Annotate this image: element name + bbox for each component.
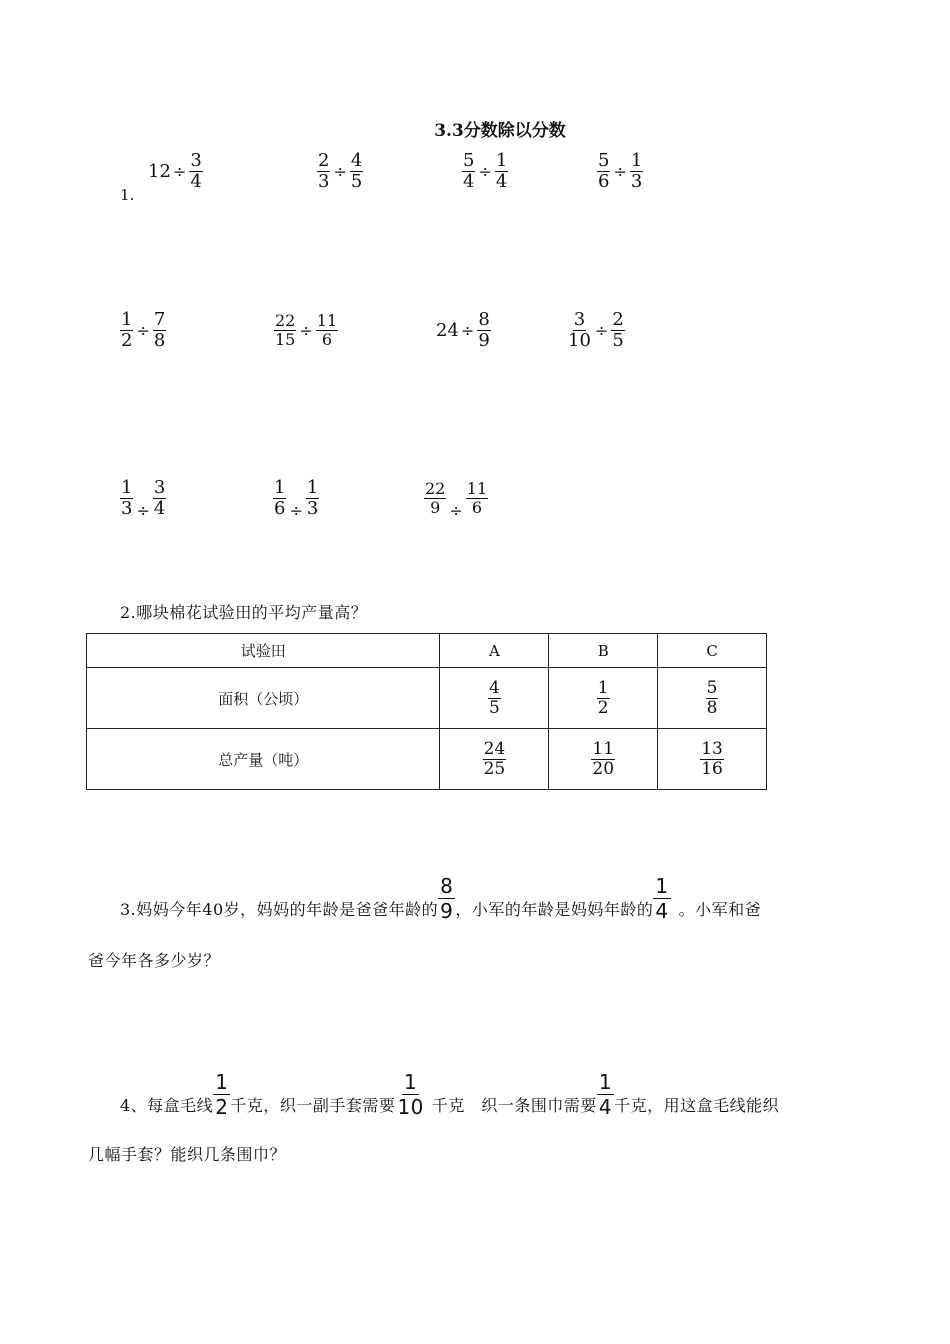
- q1-expr-9: [119, 479, 167, 518]
- divide-sign: ÷: [299, 321, 313, 340]
- fraction: $\frac{2}{5}$: [612, 309, 624, 351]
- table-row: [87, 729, 767, 790]
- q3-text-3: 。小军和爸: [678, 900, 762, 919]
- table-cell: [658, 729, 767, 790]
- table-row: [87, 634, 767, 668]
- q2-text: 2.哪块棉花试验田的平均产量高？: [120, 603, 368, 622]
- fraction: $\frac{1}{4}$: [655, 874, 669, 923]
- q3-line1: [120, 874, 762, 933]
- table-header: 试验田: [87, 634, 440, 668]
- divide-sign: ÷: [333, 162, 347, 181]
- divide-sign: ÷: [460, 321, 475, 340]
- table-cell: [549, 729, 658, 790]
- q1-expr-1: [148, 152, 204, 191]
- divide-sign: ÷: [613, 162, 627, 181]
- fraction: $\frac{3}{10}$: [568, 309, 591, 351]
- fraction: $\frac{8}{9}$: [440, 874, 454, 923]
- fraction: $\frac{1}{2}$: [121, 309, 133, 351]
- q1-expr-7: [436, 311, 492, 350]
- table-cell: [658, 668, 767, 729]
- q1-expr-2: [316, 152, 364, 191]
- q1-expr-10: [272, 479, 320, 518]
- q3-text-2: ，小军的年龄是妈妈年龄的: [455, 900, 654, 919]
- fraction: $\frac{1}{3}$: [121, 477, 133, 519]
- fraction: $\frac{1}{2}$: [597, 678, 609, 718]
- fraction: $\frac{3}{4}$: [153, 477, 166, 519]
- q1-expr-3: [461, 152, 509, 191]
- row-label: 总产量（吨）: [87, 729, 440, 790]
- q1-expr-8: [566, 311, 626, 350]
- table-cell: [440, 668, 549, 729]
- q4-line1: [120, 1070, 780, 1129]
- q4-text-1: 4、每盒毛线: [120, 1096, 214, 1115]
- divide-sign: ÷: [449, 501, 463, 520]
- fraction: $\frac{1}{4}$: [495, 150, 508, 192]
- row-label: 面积（公顷）: [87, 668, 440, 729]
- fraction: $\frac{24}{25}$: [483, 739, 506, 779]
- q4-text-3: 千克 织一条围巾需要: [431, 1096, 597, 1115]
- fraction: $\frac{5}{4}$: [463, 150, 475, 192]
- fraction: $\frac{4}{5}$: [350, 150, 363, 192]
- table-cell: [440, 729, 549, 790]
- fraction: $\frac{4}{5}$: [488, 678, 500, 718]
- fraction: $\frac{22}{9}$: [425, 479, 446, 517]
- table-cell: [549, 668, 658, 729]
- q1-expr-4: [596, 152, 644, 191]
- table-row: [87, 668, 767, 729]
- table-header: A: [440, 634, 549, 668]
- table-header: C: [658, 634, 767, 668]
- q1-label: 1.: [120, 186, 135, 204]
- fraction: $\frac{5}{8}$: [706, 678, 718, 718]
- fraction: $\frac{1}{4}$: [598, 1070, 613, 1119]
- fraction: $\frac{1}{2}$: [215, 1070, 229, 1119]
- operand: 24: [436, 320, 459, 341]
- q1-expr-5: [119, 311, 167, 350]
- q4-line2: 几幅手套？能织几条围巾？: [88, 1145, 287, 1164]
- fraction: $\frac{1}{6}$: [274, 477, 286, 519]
- divide-sign: ÷: [136, 321, 150, 340]
- divide-sign: ÷: [172, 162, 187, 181]
- divide-sign: ÷: [594, 321, 609, 340]
- q3-text-1: 3.妈妈今年40岁，妈妈的年龄是爸爸年龄的: [120, 900, 439, 919]
- divide-sign: ÷: [478, 162, 492, 181]
- table-header: B: [549, 634, 658, 668]
- fraction: $\frac{3}{4}$: [190, 150, 202, 192]
- fraction: $\frac{1}{3}$: [630, 150, 643, 192]
- fraction: $\frac{2}{3}$: [318, 150, 330, 192]
- fraction: $\frac{5}{6}$: [598, 150, 610, 192]
- q1-expr-6: [273, 313, 339, 348]
- fraction: $\frac{7}{8}$: [153, 309, 166, 351]
- fraction: $\frac{11}{6}$: [316, 311, 338, 349]
- fraction: $\frac{13}{16}$: [701, 739, 723, 779]
- divide-sign: ÷: [136, 501, 150, 520]
- yield-table: [86, 633, 767, 790]
- divide-sign: ÷: [289, 501, 303, 520]
- q3-line2: 爸今年各多少岁？: [88, 951, 221, 970]
- fraction: $\frac{11}{20}$: [592, 739, 615, 779]
- fraction: $\frac{22}{15}$: [275, 311, 296, 349]
- fraction: $\frac{1}{10}$: [397, 1070, 424, 1119]
- fraction: $\frac{11}{6}$: [466, 479, 488, 517]
- q4-text-4: 千克，用这盒毛线能织: [614, 1096, 780, 1115]
- q4-text-2: 千克，织一副手套需要: [230, 1096, 396, 1115]
- fraction: $\frac{8}{9}$: [478, 309, 490, 351]
- page-title: 3.3分数除以分数: [434, 121, 566, 141]
- operand: 12: [148, 161, 171, 182]
- fraction: $\frac{1}{3}$: [306, 477, 319, 519]
- q1-expr-11: [423, 479, 489, 520]
